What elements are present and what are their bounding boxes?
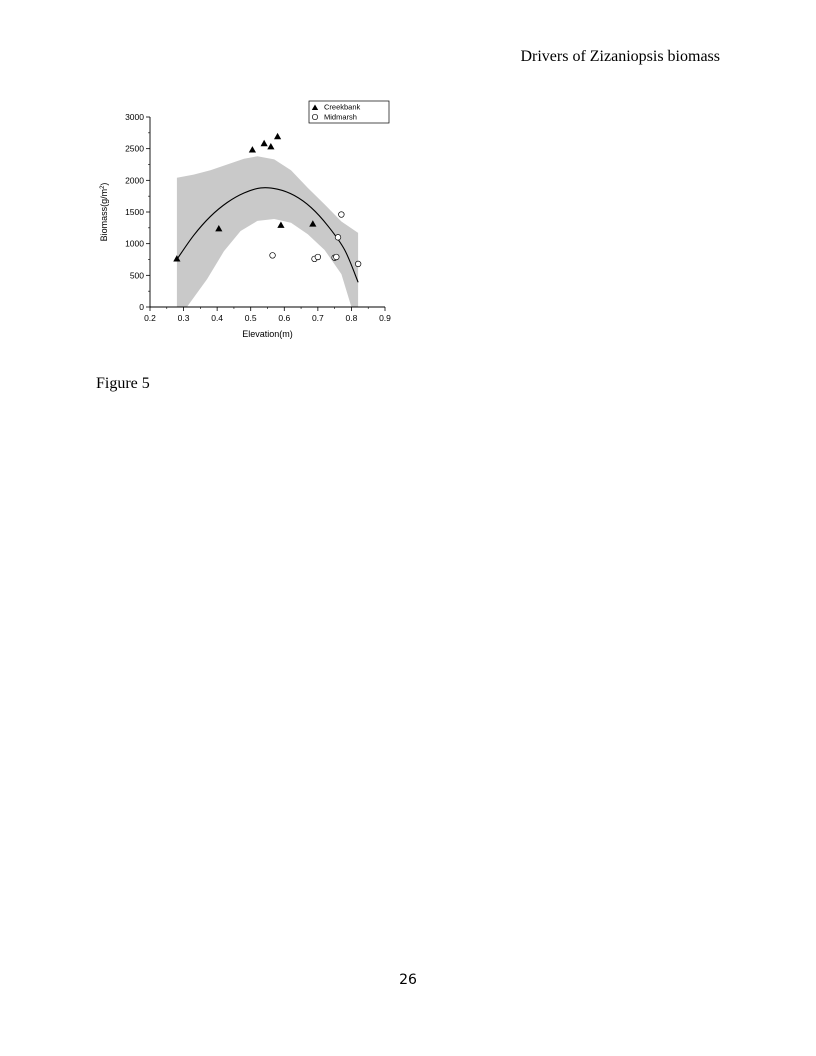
x-tick-label: 0.5 — [244, 313, 257, 323]
midmarsh-point — [339, 212, 345, 218]
midmarsh-point — [335, 235, 341, 241]
x-tick-label: 0.9 — [379, 313, 391, 323]
legend — [309, 101, 389, 123]
midmarsh-point — [355, 261, 361, 267]
y-tick-label: 3000 — [125, 112, 144, 122]
y-tick-label: 0 — [139, 302, 144, 312]
creekbank-point — [261, 140, 268, 146]
x-axis-label: Elevation(m) — [242, 329, 293, 339]
y-tick-label: 1500 — [125, 207, 144, 217]
midmarsh-point — [315, 254, 321, 260]
y-tick-label: 500 — [129, 270, 144, 281]
x-tick-label: 0.3 — [177, 313, 190, 323]
y-axis-label-close: ) — [99, 182, 109, 186]
legend-midmarsh-marker — [312, 114, 317, 119]
x-tick-label: 0.8 — [345, 313, 358, 323]
x-tick-label: 0.6 — [278, 313, 291, 323]
y-axis-label — [99, 183, 109, 242]
y-tick-label: 2500 — [125, 143, 144, 154]
chart-svg — [95, 96, 405, 346]
confidence-band-layer — [177, 156, 358, 307]
confidence-band — [177, 156, 358, 307]
creekbank-point — [274, 133, 281, 139]
running-header: Drivers of Zizaniopsis biomass — [520, 48, 720, 65]
page-number: 26 — [399, 972, 417, 988]
x-tick-label: 0.4 — [211, 313, 224, 323]
y-tick-label: 1000 — [125, 238, 144, 249]
midmarsh-point — [334, 254, 340, 260]
x-tick-label: 0.2 — [144, 313, 156, 323]
x-tick-label: 0.7 — [311, 313, 324, 323]
y-axis-label-main: Biomass(g/m — [99, 188, 109, 242]
y-tick-label: 2000 — [125, 175, 144, 186]
legend-midmarsh-label: Midmarsh — [324, 112, 357, 122]
creekbank-point — [249, 146, 256, 152]
figure-5-chart — [95, 96, 405, 346]
creekbank-point — [267, 143, 274, 149]
y-axis-label-superscript: 2 — [100, 185, 106, 189]
creekbank-point — [277, 222, 284, 228]
legend-creekbank-label: Creekbank — [324, 102, 361, 112]
midmarsh-point — [270, 253, 276, 259]
figure-caption: Figure 5 — [96, 375, 150, 392]
